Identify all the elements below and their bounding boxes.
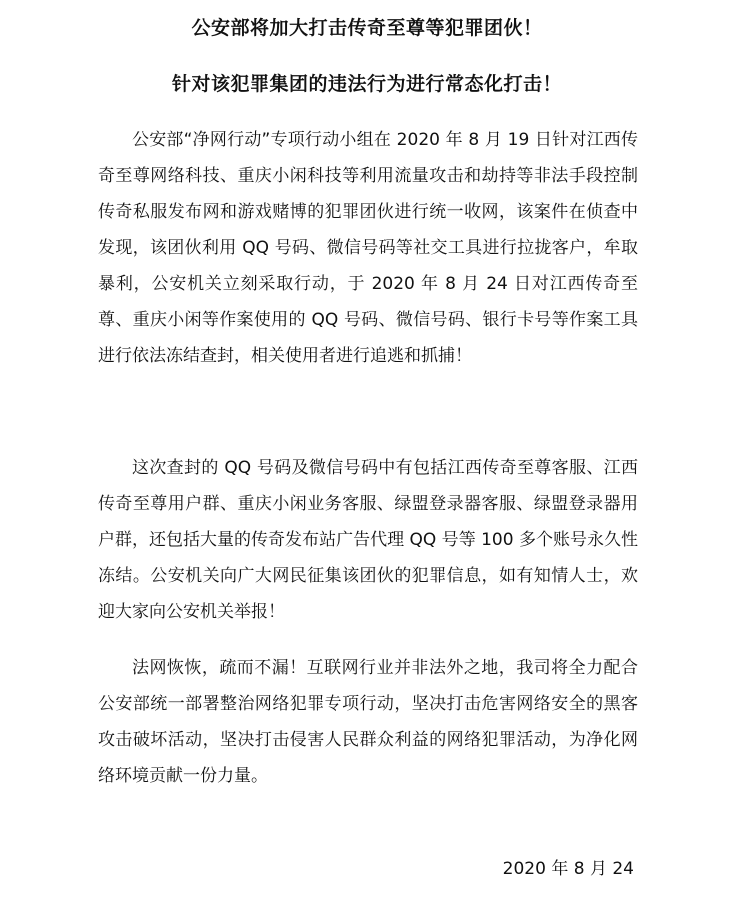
document-title: 公安部将加大打击传奇至尊等犯罪团伙！: [191, 17, 543, 39]
paragraph-2: 这次查封的 QQ 号码及微信号码中有包括江西传奇至尊客服、江西传奇至尊用户群、重庆小闲业务客服、绿盟登录器客服、绿盟登录器用户群，还包括大量的传奇发布站广告代理 QQ 号等 100 多个账号永久性冻结。公安机关向广大网民征集该团伙的犯罪信息，如有知情人士，欢迎大家向公安机关举报！: [98, 458, 638, 622]
document-subtitle: 针对该犯罪集团的违法行为进行常态化打击！: [171, 73, 562, 95]
paragraph-3: 法网恢恢，疏而不漏！互联网行业并非法外之地，我司将全力配合公安部统一部署整治网络犯罪专项行动，坚决打击危害网络安全的黑客攻击破坏活动，坚决打击侵害人民群众利益的网络犯罪活动，为净化网络环境贡献一份力量。: [98, 658, 638, 786]
document-date: 2020 年 8 月 24: [502, 859, 634, 879]
paragraph-1: 公安部“净网行动”专项行动小组在 2020 年 8 月 19 日针对江西传奇至尊网络科技、重庆小闲科技等利用流量攻击和劫持等非法手段控制传奇私服发布网和游戏赌博的犯罪团伙进行统一收网，该案件在侦查中发现，该团伙利用 QQ 号码、微信号码等社交工具进行拉拢客户，牟取暴利，公安机关立刻采取行动，于 2020 年 8 月 24 日对江西传奇至尊、重庆小闲等作案使用的 QQ 号码、微信号码、银行卡号等作案工具进行依法冻结查封，相关使用者进行追逃和抓捕！: [98, 130, 638, 366]
